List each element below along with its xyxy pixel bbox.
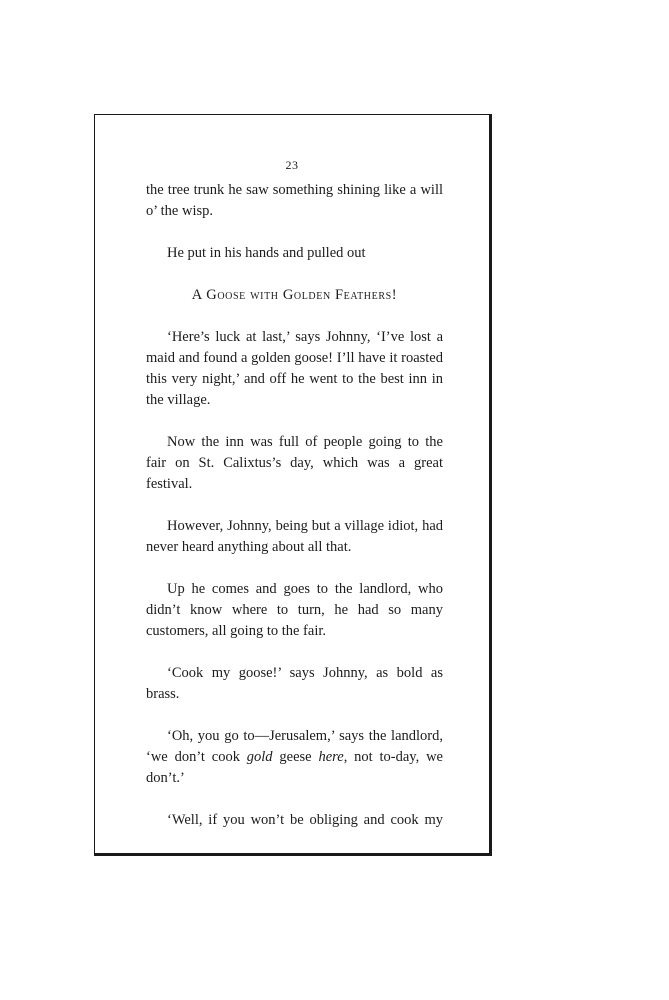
paragraph-put-hands: He put in his hands and pulled out [167, 245, 366, 261]
paragraph-jerusalem [146, 726, 443, 789]
jerusalem-text-2: geese [272, 749, 319, 765]
continued-paragraph: the tree trunk he saw something shining like a will o’ the wisp. [146, 182, 443, 219]
paragraph-cook-goose: ‘Cook my goose!’ says Johnny, as bold as brass. [146, 665, 443, 702]
gold-emphasis: gold [246, 749, 273, 765]
paragraph-inn-full: Now the inn was full of people going to the fair on St. Calixtus’s day, which was a great festival. [146, 434, 443, 492]
page-number: 23 [285, 158, 299, 172]
paragraph-well: ‘Well, if you won’t be obliging and cook my [167, 812, 443, 828]
here-emphasis: here [318, 749, 344, 765]
page-frame [94, 114, 492, 856]
paragraph-however: However, Johnny, being but a village idiot, had never heard anything about all that. [146, 518, 443, 555]
jerusalem-text-3: , not to-day, we don’t.’ [146, 749, 443, 786]
page-body-text [146, 180, 443, 852]
jerusalem-text-1: ‘Oh, you go to—Jerusalem,’ says the landlord, ‘we don’t cook [146, 728, 443, 765]
golden-goose-heading: A Goose with Golden Feathers! [191, 287, 398, 303]
paragraph-heres-luck: ‘Here’s luck at last,’ says Johnny, ‘I’ve lost a maid and found a golden goose! I’ll have it roasted this very night,’ and off he went to the best inn in the village. [146, 329, 443, 408]
paragraph-up-he-comes: Up he comes and goes to the landlord, who didn’t know where to turn, he had so many customers, all going to the fair. [146, 581, 443, 639]
